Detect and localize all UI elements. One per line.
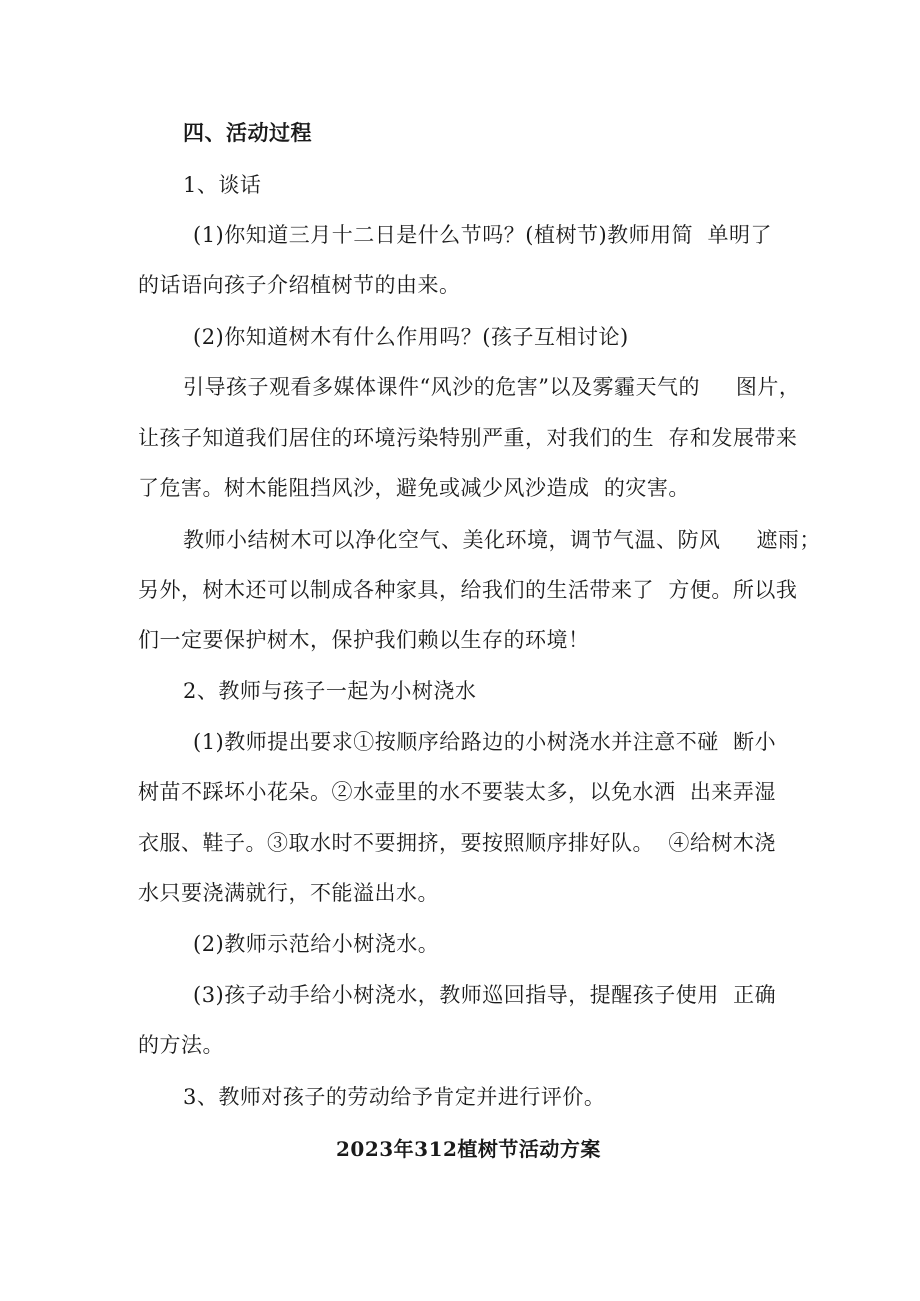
requirements-line-1: (1)教师提出要求①按顺序给路边的小树浇水并注意不碰 断小 [193,730,777,754]
guide-paragraph-line-3: 了危害。树木能阻挡风沙，避免或减少风沙造成 的灾害。 [138,476,690,500]
question-2: (2)你知道树木有什么作用吗？(孩子互相讨论) [193,325,629,349]
guide-paragraph-line-2: 让孩子知道我们居住的环境污染特别严重，对我们的生 存和发展带来 [138,426,798,450]
requirements-line-2: 树苗不踩坏小花朵。②水壶里的水不要装太多，以免水洒 出来弄湿 [138,780,776,804]
section-heading: 四、活动过程 [183,120,312,145]
step-2-title: 2、教师与孩子一起为小树浇水 [183,679,477,703]
step-1-title: 1、谈话 [183,173,262,197]
requirements-line-3: 衣服、鞋子。③取水时不要拥挤，要按照顺序排好队。 ④给树木浇 [138,831,776,855]
summary-paragraph-line-2: 另外，树木还可以制成各种家具，给我们的生活带来了 方便。所以我 [138,578,798,602]
summary-paragraph-line-3: 们一定要保护树木，保护我们赖以生存的环境！ [138,628,590,652]
next-document-title: 2023年312植树节活动方案 [336,1137,601,1161]
question-1-line-2: 的话语向孩子介绍植树节的由来。 [138,273,461,297]
practice-line-1: (3)孩子动手给小树浇水，教师巡回指导，提醒孩子使用 正确 [193,983,777,1007]
question-1-line-1: (1)你知道三月十二日是什么节吗？(植树节)教师用简 单明了 [193,223,772,247]
requirements-line-4: 水只要浇满就行，不能溢出水。 [138,881,439,905]
practice-line-2: 的方法。 [138,1033,224,1057]
guide-paragraph-line-1: 引导孩子观看多媒体课件“风沙的危害”以及雾霾天气的 图片， [183,375,801,399]
summary-paragraph-line-1: 教师小结树木可以净化空气、美化环境，调节气温、防风 遮雨； [183,528,821,552]
demonstration-line: (2)教师示范给小树浇水。 [193,932,440,956]
step-3-title: 3、教师对孩子的劳动给予肯定并进行评价。 [183,1085,606,1109]
